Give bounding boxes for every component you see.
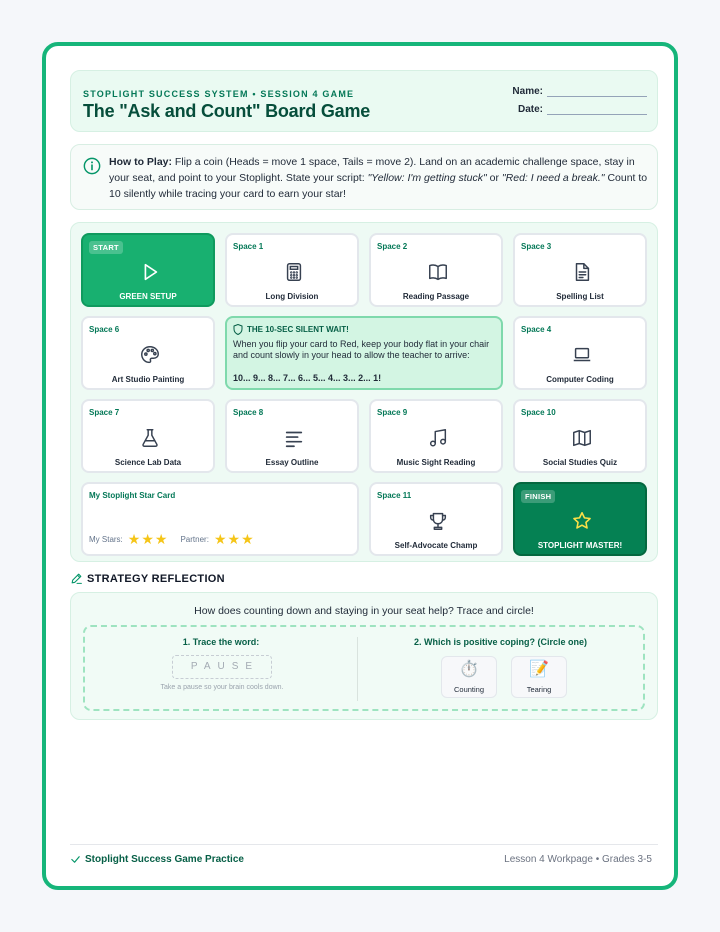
pencil-icon (70, 572, 83, 585)
star-card-title: My Stoplight Star Card (89, 491, 176, 500)
space-4-name: Computer Coding (546, 375, 614, 384)
reflection-heading (70, 572, 225, 585)
finish-badge: FINISH (521, 490, 555, 503)
trace-title: 1. Trace the word: (182, 637, 260, 647)
space-11-name: Self-Advocate Champ (394, 541, 478, 550)
space-8[interactable] (225, 399, 359, 473)
reflection-heading-text: STRATEGY REFLECTION (87, 572, 225, 585)
choice-tearing[interactable] (511, 656, 567, 698)
silent-wait-space[interactable] (225, 316, 503, 390)
space-4-label: Space 4 (521, 325, 552, 334)
star-card[interactable] (81, 482, 359, 556)
space-3-label: Space 3 (521, 242, 552, 251)
star-icon[interactable]: ★ (127, 531, 141, 547)
check-icon (70, 854, 81, 865)
trophy-icon (427, 510, 449, 532)
silent-wait-title: THE 10-SEC SILENT WAIT! (247, 325, 349, 334)
reflection-question: How does counting down and staying in your seat help? Trace and circle! (194, 605, 534, 617)
star-icon[interactable]: ★ (141, 531, 154, 547)
how-to-play-text-1: Flip a coin (Heads = move 1 space, Tails = move 2). Land on an academic challenge space, stay in your seat, and point to your Stoplight. State your script: (109, 156, 635, 184)
space-7-name: Science Lab Data (114, 458, 182, 467)
date-field[interactable] (518, 104, 647, 115)
how-to-play-lead: How to Play: (109, 156, 173, 168)
space-1[interactable] (225, 233, 359, 307)
start-space-name: GREEN SETUP (119, 292, 177, 301)
space-10-label: Space 10 (521, 408, 556, 417)
info-icon (83, 157, 101, 175)
star-icon[interactable]: ★ (227, 531, 241, 547)
space-11-label: Space 11 (377, 491, 412, 500)
map-icon (571, 427, 593, 449)
space-3[interactable] (513, 233, 647, 307)
laptop-icon (571, 344, 593, 366)
name-line[interactable] (547, 87, 647, 97)
choice-counting[interactable] (441, 656, 497, 698)
how-to-play-box (70, 144, 658, 210)
name-field[interactable] (512, 86, 647, 97)
start-badge: START (89, 241, 123, 254)
palette-icon (139, 344, 161, 366)
lines-icon (283, 427, 305, 449)
script-red: "Red: I need a break." (501, 172, 605, 184)
music-note-icon (427, 427, 449, 449)
silent-wait-countdown: 10... 9... 8... 7... 6... 5... 4... 3... 2... 1! (233, 373, 382, 383)
space-2[interactable] (369, 233, 503, 307)
start-space[interactable] (81, 233, 215, 307)
space-6-name: Art Studio Painting (111, 375, 185, 384)
star-icon (571, 510, 593, 532)
my-stars-label: My Stars: (89, 534, 123, 544)
how-to-play-text-2: Count to 10 silently while tracing your card to earn your star! (109, 172, 648, 200)
silent-wait-header (233, 324, 349, 335)
space-7-label: Space 7 (89, 408, 120, 417)
game-board (70, 222, 658, 562)
partner-stars-label: Partner: (180, 534, 209, 544)
header-kicker: STOPLIGHT SUCCESS SYSTEM • SESSION 4 GAME (83, 89, 355, 99)
footer-left (70, 854, 244, 865)
finish-space[interactable] (513, 482, 647, 556)
worksheet (42, 42, 678, 890)
space-1-label: Space 1 (233, 242, 264, 251)
space-7[interactable] (81, 399, 215, 473)
star-card-rows (89, 532, 255, 546)
header (70, 70, 658, 132)
star-icon[interactable]: ★ (213, 531, 227, 547)
how-to-play-or: or (486, 172, 502, 184)
date-line[interactable] (547, 105, 647, 115)
document-icon (571, 261, 593, 283)
name-label: Name: (512, 86, 543, 97)
space-6[interactable] (81, 316, 215, 390)
footer-left-text: Stoplight Success Game Practice (85, 854, 244, 865)
space-1-name: Long Division (265, 292, 319, 301)
space-10[interactable] (513, 399, 647, 473)
choice-tearing-label: Tearing (526, 685, 552, 694)
space-2-name: Reading Passage (402, 292, 470, 301)
star-icon[interactable]: ★ (241, 531, 254, 547)
space-9-name: Music Sight Reading (396, 458, 476, 467)
space-8-name: Essay Outline (265, 458, 319, 467)
trace-note: Take a pause so your brain cools down. (160, 684, 284, 691)
script-yellow: "Yellow: I'm getting stuck" (367, 172, 487, 184)
choice-title: 2. Which is positive coping? (Circle one) (413, 637, 588, 647)
memo-icon: 📝 (529, 661, 549, 678)
space-10-name: Social Studies Quiz (542, 458, 618, 467)
stopwatch-icon: ⏱️ (459, 661, 479, 678)
calculator-icon (283, 261, 305, 283)
footer-divider (70, 844, 658, 845)
space-9[interactable] (369, 399, 503, 473)
space-11[interactable] (369, 482, 503, 556)
reflection-activity (83, 625, 645, 711)
how-to-play-text (109, 154, 649, 202)
footer-right: Lesson 4 Workpage • Grades 3-5 (504, 854, 652, 865)
space-6-label: Space 6 (89, 325, 120, 334)
date-label: Date: (517, 104, 543, 115)
space-8-label: Space 8 (233, 408, 264, 417)
space-9-label: Space 9 (377, 408, 408, 417)
reflection-box (70, 592, 658, 720)
choice-counting-label: Counting (453, 685, 485, 694)
star-icon[interactable]: ★ (154, 531, 168, 547)
trace-word-box[interactable]: PAUSE (172, 655, 272, 679)
silent-wait-body: When you flip your card to Red, keep your body flat in your chair and count slowly in your head to allow the teacher to arrive: (233, 339, 490, 360)
shield-icon (233, 324, 243, 335)
space-2-label: Space 2 (377, 242, 408, 251)
book-icon (427, 261, 449, 283)
flask-icon (139, 427, 161, 449)
space-4[interactable] (513, 316, 647, 390)
play-icon (139, 261, 161, 283)
finish-space-name: STOPLIGHT MASTER! (537, 541, 623, 550)
page-title: The "Ask and Count" Board Game (83, 101, 371, 121)
space-3-name: Spelling List (556, 292, 604, 301)
